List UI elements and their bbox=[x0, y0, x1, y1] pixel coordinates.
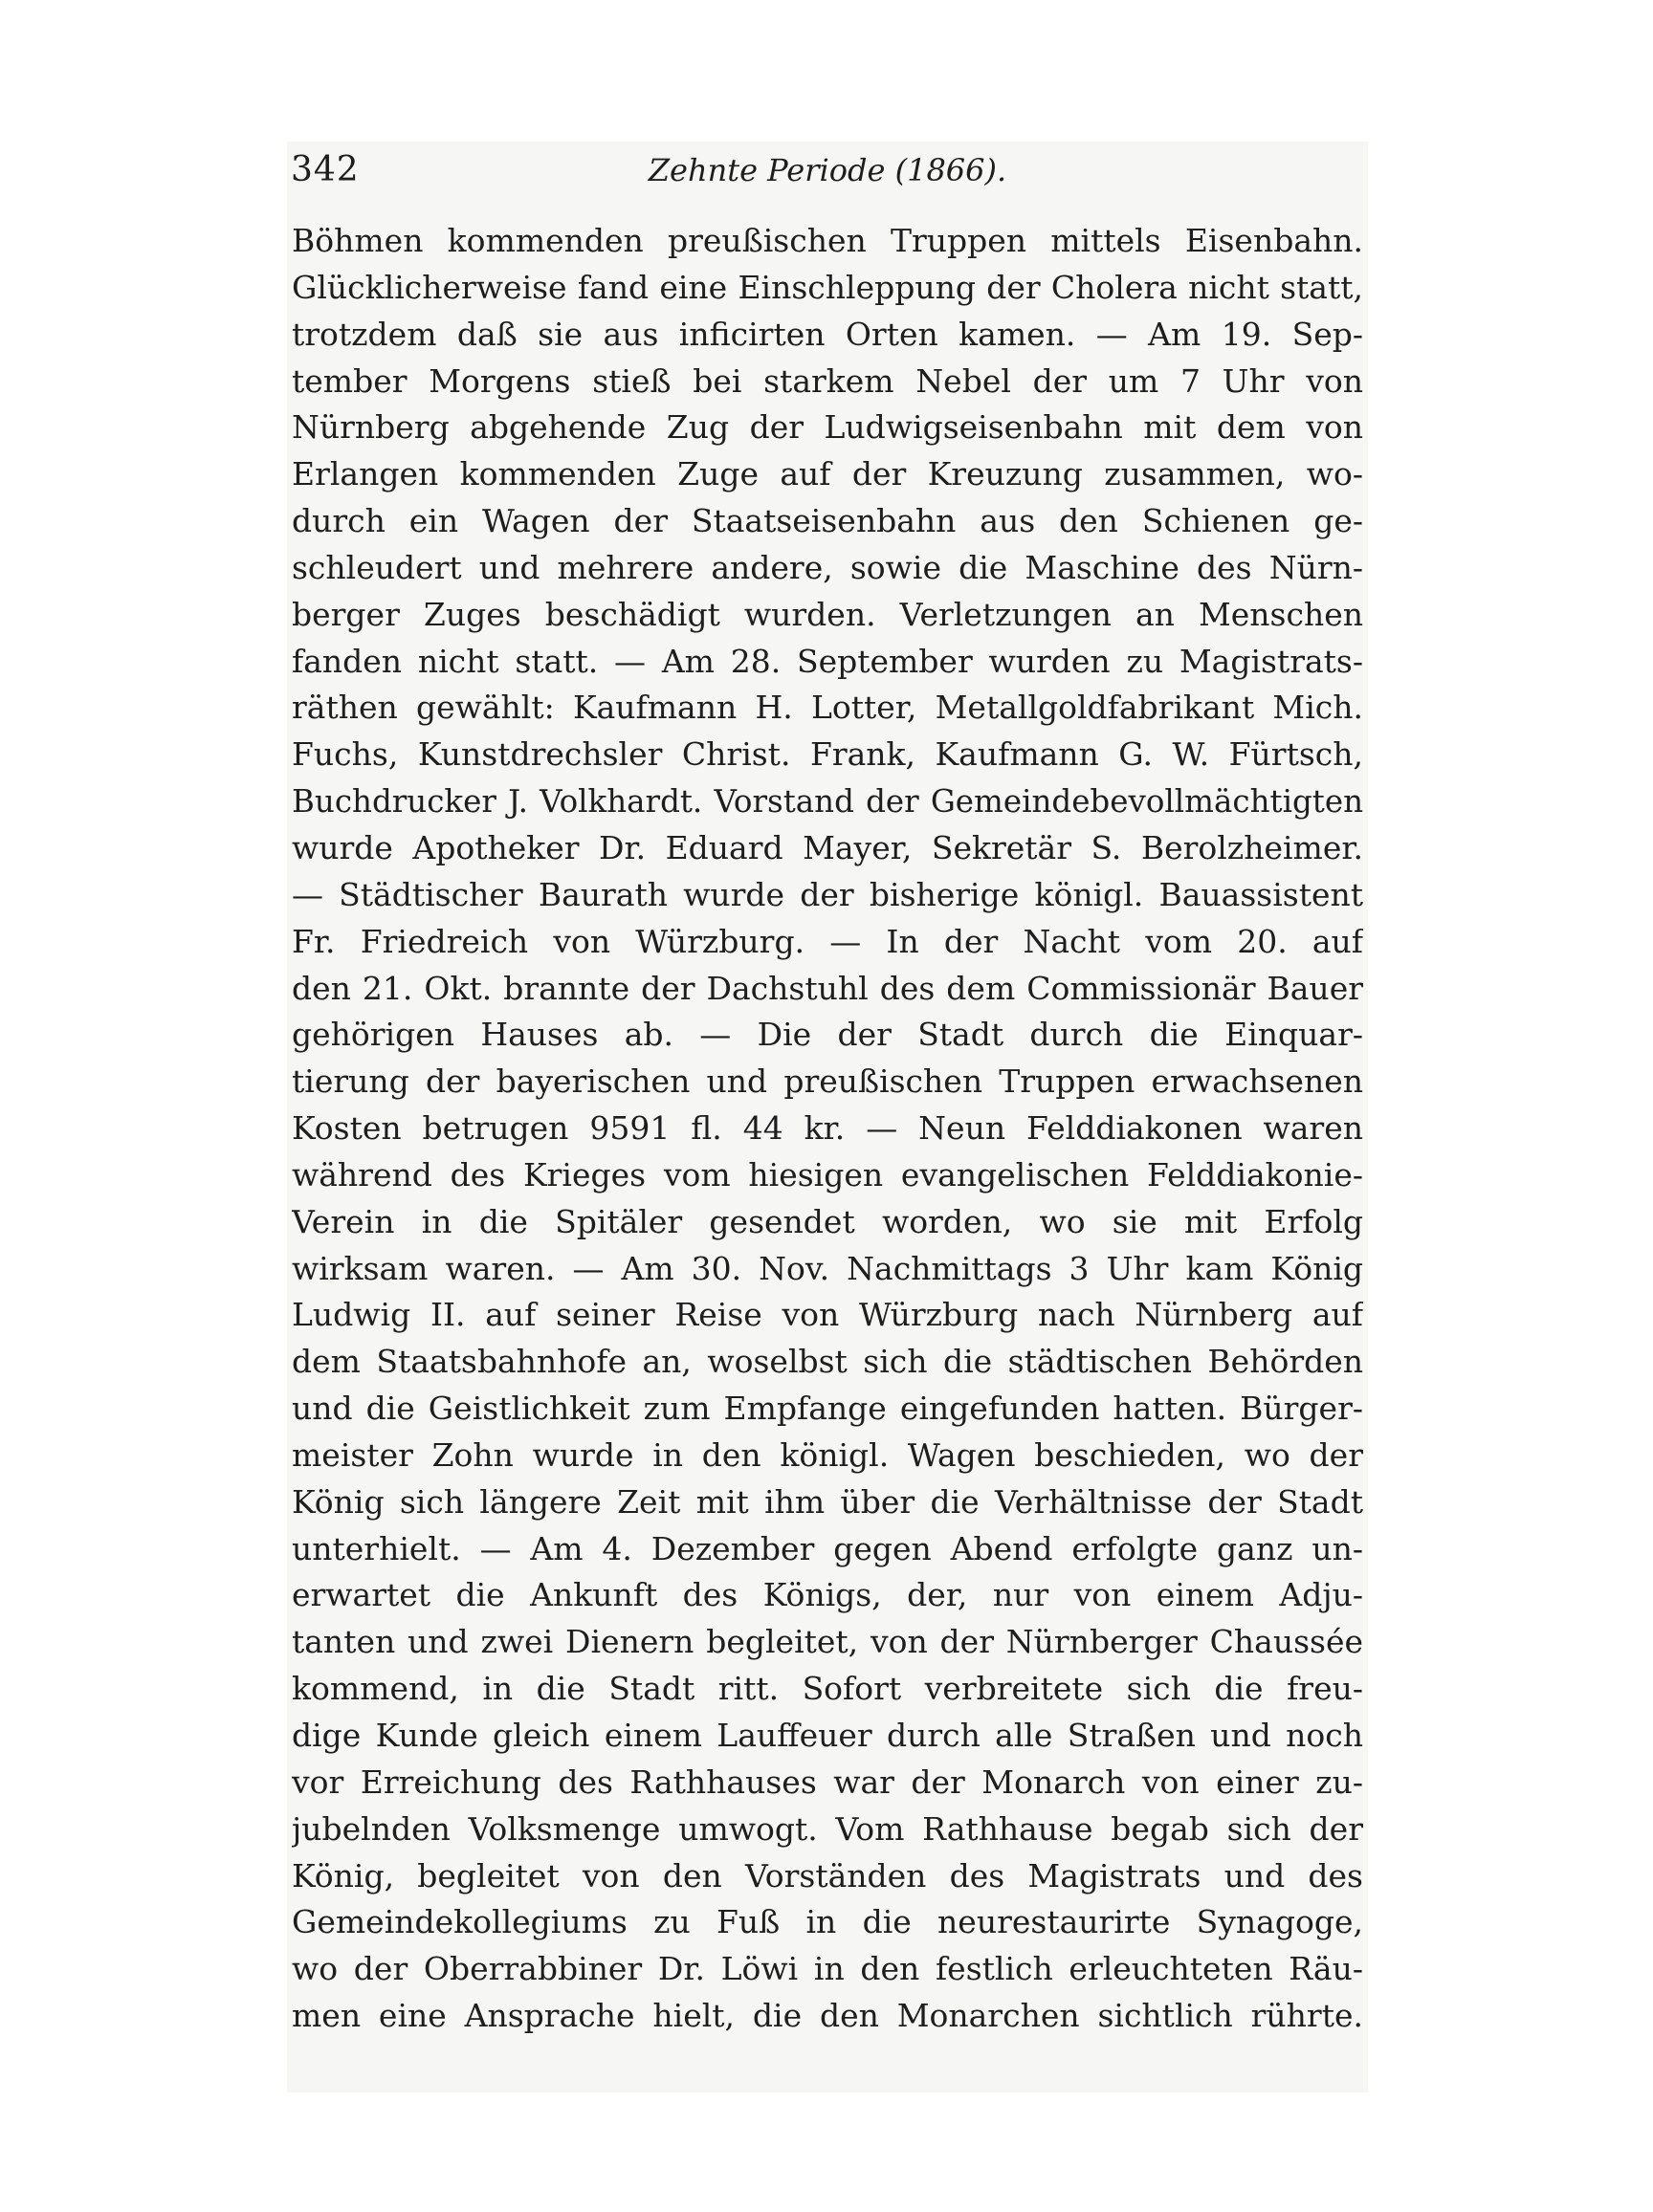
text-line: wurde Apotheker Dr. Eduard Mayer, Sekretär S. Berolzheimer. bbox=[292, 828, 1363, 866]
text-line: fanden nicht statt. — Am 28. September wurden zu Magistrats- bbox=[292, 642, 1363, 680]
text-line: Glücklicherweise fand eine Einschleppung der Cholera nicht statt, bbox=[292, 268, 1363, 306]
text-line: dem Staatsbahnhofe an, woselbst sich die städtischen Behörden bbox=[292, 1343, 1363, 1381]
text-line: men eine Ansprache hielt, die den Monarchen sichtlich rührte. bbox=[292, 1997, 1363, 2035]
text-line: erwartet die Ankunft des Königs, der, nur von einem Adju- bbox=[292, 1576, 1363, 1614]
text-line: während des Krieges vom hiesigen evangelischen Felddiakonie- bbox=[292, 1155, 1363, 1194]
page-number: 342 bbox=[291, 150, 360, 189]
text-line: Fr. Friedreich von Würzburg. — In der Nacht vom 20. auf bbox=[292, 922, 1363, 960]
running-title: Zehnte Periode (1866). bbox=[648, 152, 1007, 188]
text-line: gehörigen Hauses ab. — Die der Stadt durch die Einquar- bbox=[292, 1016, 1363, 1054]
text-line: Buchdrucker J. Volkhardt. Vorstand der Gemeindebevollmächtigten bbox=[292, 783, 1363, 821]
text-line: wo der Oberrabbiner Dr. Löwi in den festlich erleuchteten Räu- bbox=[292, 1950, 1363, 1988]
text-line: Fuchs, Kunstdrechsler Christ. Frank, Kaufmann G. W. Fürtsch, bbox=[292, 735, 1363, 774]
text-line: kommend, in die Stadt ritt. Sofort verbreitete sich die freu- bbox=[292, 1670, 1363, 1708]
text-line: meister Zohn wurde in den königl. Wagen beschieden, wo der bbox=[292, 1435, 1363, 1474]
text-line: tierung der bayerischen und preußischen Truppen erwachsenen bbox=[292, 1062, 1363, 1101]
text-line: Kosten betrugen 9591 fl. 44 kr. — Neun Felddiakonen waren bbox=[292, 1109, 1363, 1148]
text-line: König, begleitet von den Vorständen des Magistrats und des bbox=[292, 1856, 1363, 1894]
text-line: Verein in die Spitäler gesendet worden, wo sie mit Erfolg bbox=[292, 1202, 1363, 1240]
text-line: Erlangen kommenden Zuge auf der Kreuzung zusammen, wo- bbox=[292, 455, 1363, 493]
text-line: tanten und zwei Dienern begleitet, von der Nürnberger Chaussée bbox=[292, 1623, 1363, 1661]
body-text bbox=[292, 218, 1363, 2040]
text-line: Nürnberg abgehende Zug der Ludwigseisenbahn mit dem von bbox=[292, 408, 1363, 447]
text-line: vor Erreichung des Rathhauses war der Monarch von einer zu- bbox=[292, 1763, 1363, 1801]
text-line: den 21. Okt. brannte der Dachstuhl des dem Commissionär Bauer bbox=[292, 969, 1363, 1007]
running-header bbox=[287, 142, 1368, 199]
text-line: — Städtischer Baurath wurde der bisherige königl. Bauassistent bbox=[292, 875, 1363, 913]
text-line: und die Geistlichkeit zum Empfange eingefunden hatten. Bürger- bbox=[292, 1390, 1363, 1428]
text-line: Böhmen kommenden preußischen Truppen mittels Eisenbahn. bbox=[292, 222, 1363, 259]
text-line: trotzdem daß sie aus inficirten Orten kamen. — Am 19. Sep- bbox=[292, 315, 1363, 353]
text-line: Gemeindekollegiums zu Fuß in die neurestaurirte Synagoge, bbox=[292, 1903, 1363, 1941]
text-line: tember Morgens stieß bei starkem Nebel der um 7 Uhr von bbox=[292, 361, 1363, 400]
text-line: schleudert und mehrere andere, sowie die Maschine des Nürn- bbox=[292, 548, 1363, 586]
text-line: wirksam waren. — Am 30. Nov. Nachmittags 3 Uhr kam König bbox=[292, 1249, 1363, 1287]
text-line: jubelnden Volksmenge umwogt. Vom Rathhause begab sich der bbox=[292, 1809, 1363, 1848]
text-line: König sich längere Zeit mit ihm über die Verhältnisse der Stadt bbox=[292, 1482, 1363, 1521]
text-line: räthen gewählt: Kaufmann H. Lotter, Metallgoldfabrikant Mich. bbox=[292, 689, 1363, 727]
text-line: unterhielt. — Am 4. Dezember gegen Abend erfolgte ganz un- bbox=[292, 1529, 1363, 1567]
text-line: durch ein Wagen der Staatseisenbahn aus den Schienen ge- bbox=[292, 502, 1363, 540]
text-line: berger Zuges beschädigt wurden. Verletzungen an Menschen bbox=[292, 595, 1363, 633]
text-line: dige Kunde gleich einem Lauffeuer durch alle Straßen und noch bbox=[292, 1717, 1363, 1754]
text-line: Ludwig II. auf seiner Reise von Würzburg nach Nürnberg auf bbox=[292, 1296, 1363, 1334]
